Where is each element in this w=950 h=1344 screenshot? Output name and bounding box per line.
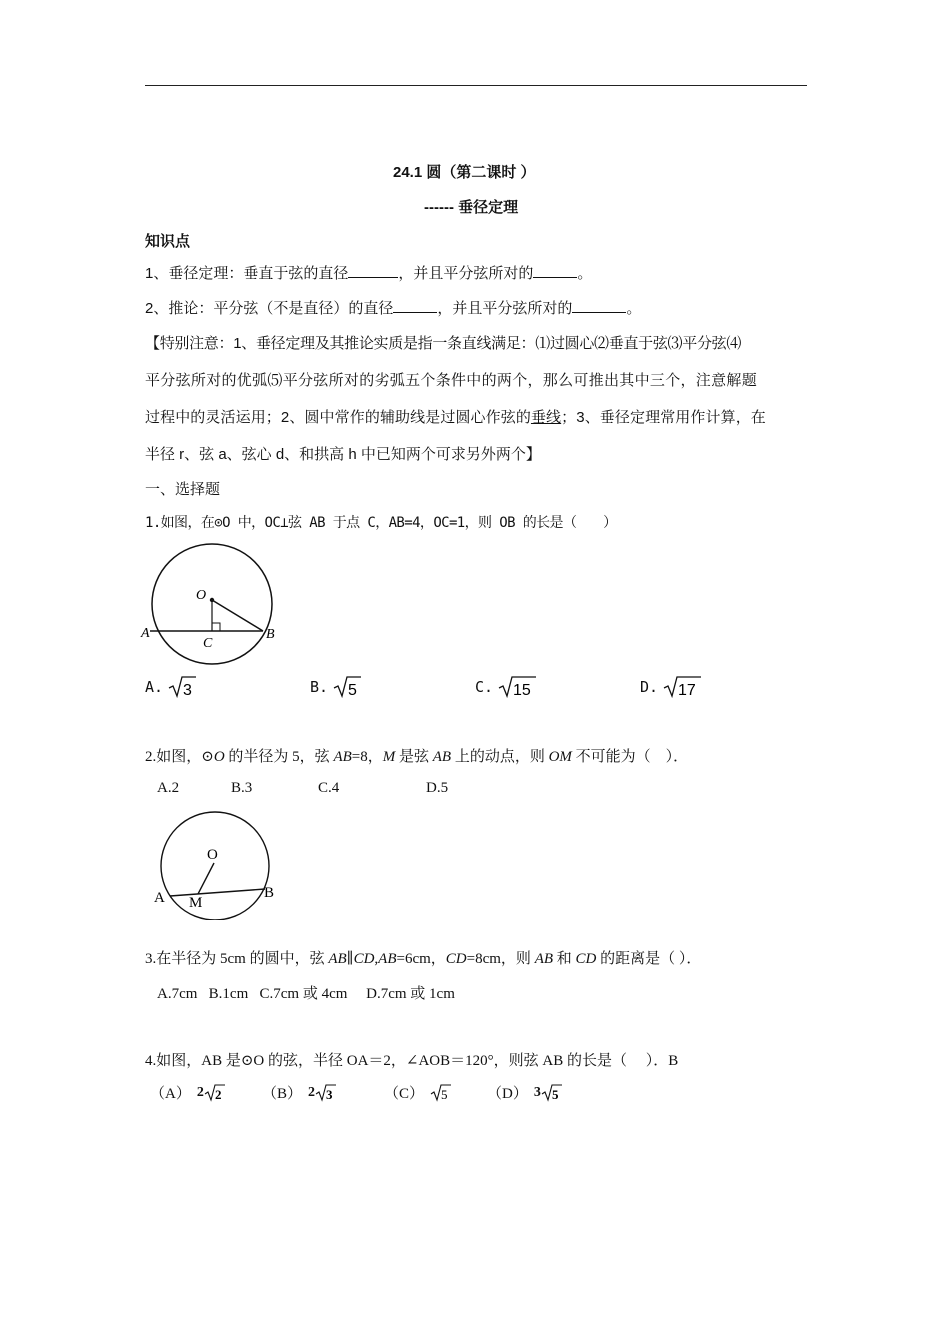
section-knowledge: 知识点: [145, 233, 191, 250]
label-c: C: [203, 636, 213, 651]
label-o: O: [196, 588, 207, 603]
note-line-4: 半径 r、弦 a、弦心 d、和拱高 h 中已知两个可求另外两个】: [145, 446, 541, 463]
q3-options[interactable]: A.7cm B.1cm C.7cm 或 4cm D.7cm 或 1cm: [157, 986, 455, 1002]
note-line-3: 过程中的灵活运用；2、圆中常作的辅助线是过圆心作弦的垂线；3、垂径定理常用作计算，在: [145, 409, 766, 426]
center-dot: [210, 598, 214, 602]
label-b: B: [264, 885, 275, 901]
svg-text:2: 2: [214, 1086, 222, 1102]
answer-blank[interactable]: [572, 297, 626, 313]
svg-text:3: 3: [183, 682, 192, 699]
chord-ab: [170, 889, 265, 896]
question-4-text: 4.如图，AB 是⊙O 的弦，半径 OA＝2，∠AOB＝120°，则弦 AB 的长是（ ）．B: [145, 1053, 679, 1069]
q4-option-a[interactable]: （A） 2 2: [150, 1082, 226, 1103]
question-2-figure: [150, 808, 285, 920]
page-title: 24.1 圆（第二课时 ）: [393, 164, 536, 181]
label-a: A: [141, 626, 150, 641]
answer-blank[interactable]: [348, 262, 398, 278]
label-o: O: [207, 847, 218, 863]
q2-option-a[interactable]: A.2: [157, 780, 180, 796]
q2-option-d[interactable]: D.5: [426, 780, 449, 796]
label-b: B: [266, 627, 275, 642]
q1-option-b[interactable]: B. 5: [310, 675, 362, 699]
segment-om: [198, 863, 214, 894]
label-a: A: [154, 890, 165, 906]
header-rule: [145, 85, 807, 86]
question-2-text: 2.如图，⊙O 的半径为 5，弦 AB=8，M 是弦 AB 上的动点，则 OM 不可能为（ ）．: [145, 749, 689, 765]
svg-text:5: 5: [441, 1086, 448, 1102]
svg-text:5: 5: [551, 1086, 559, 1102]
question-1-text: 1.如图，在⊙O 中，OC⊥弦 AB 于点 C，AB=4，OC=1，则 OB 的长是（ ）: [145, 515, 617, 531]
circle-o: [161, 812, 269, 920]
answer-blank[interactable]: [533, 262, 577, 278]
question-3-text: 3.在半径为 5cm 的圆中，弦 AB∥CD,AB=6cm，CD=8cm，则 AB 和 CD 的距离是（ ）．: [145, 951, 702, 967]
knowledge-item-1: 1、垂径定理：垂直于弦的直径 ，并且平分弦所对的 。: [145, 262, 592, 283]
svg-text:5: 5: [348, 682, 357, 699]
knowledge-item-2: 2、推论：平分弦（不是直径）的直径 ，并且平分弦所对的 。: [145, 297, 641, 318]
answer-blank[interactable]: [393, 297, 437, 313]
note-line-1: 【特别注意：1、垂径定理及其推论实质是指一条直线满足：⑴过圆心⑵垂直于弦⑶平分弦⑷: [145, 335, 742, 352]
svg-text:15: 15: [513, 682, 531, 699]
svg-text:17: 17: [678, 682, 696, 699]
question-1-figure: [140, 543, 285, 665]
section-choice: 一、选择题: [145, 481, 221, 498]
label-m: M: [189, 895, 203, 911]
svg-text:3: 3: [326, 1086, 333, 1102]
q2-option-b[interactable]: B.3: [231, 780, 253, 796]
q1-option-a[interactable]: A. 3: [145, 675, 197, 699]
q4-option-b[interactable]: （B） 2 3: [262, 1082, 337, 1103]
q4-option-c[interactable]: （C） 5: [384, 1082, 452, 1103]
note-line-2: 平分弦所对的优弧⑸平分弦所对的劣弧五个条件中的两个，那么可推出其中三个，注意解题: [145, 372, 758, 389]
q2-option-c[interactable]: C.4: [318, 780, 340, 796]
right-angle-mark: [212, 623, 220, 631]
q1-option-d[interactable]: D. 17: [640, 675, 702, 699]
q4-option-d[interactable]: （D） 3 5: [487, 1082, 563, 1103]
page-subtitle: ------ 垂径定理: [424, 199, 519, 216]
q1-option-c[interactable]: C. 15: [475, 675, 537, 699]
